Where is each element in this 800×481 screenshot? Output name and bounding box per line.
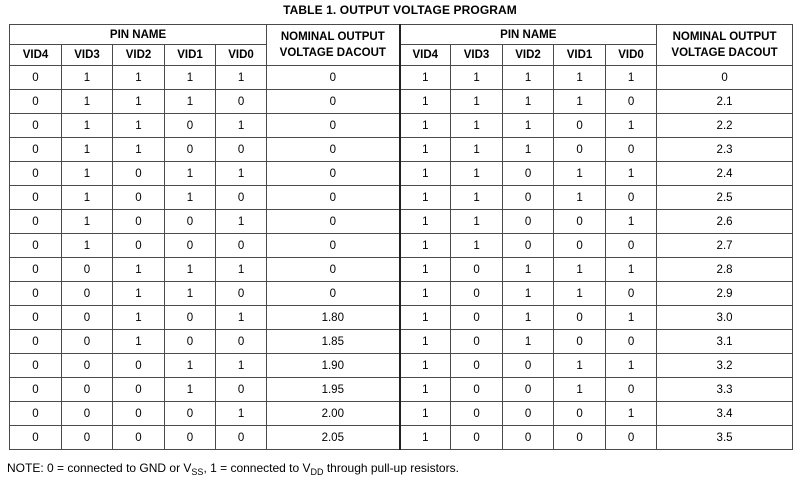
pin-value-cell: 0: [606, 330, 657, 354]
pin-value-cell: 1: [503, 90, 554, 114]
voltage-value-cell: 2.9: [657, 282, 793, 306]
voltage-value-cell: 3.2: [657, 354, 793, 378]
pin-value-cell: 1: [400, 426, 451, 450]
pin-value-cell: 1: [554, 282, 606, 306]
pin-value-cell: 1: [451, 114, 503, 138]
pin-value-cell: 1: [554, 354, 606, 378]
pin-value-cell: 0: [451, 426, 503, 450]
pin-header-vid4: VID4: [400, 45, 451, 66]
pin-header-vid1: VID1: [165, 45, 216, 66]
voltage-value-cell: 0: [267, 162, 400, 186]
table-row: [10, 114, 793, 138]
pin-value-cell: 1: [62, 186, 113, 210]
pin-value-cell: 0: [10, 186, 62, 210]
pin-value-cell: 1: [165, 186, 216, 210]
pin-value-cell: 1: [554, 186, 606, 210]
pin-value-cell: 1: [400, 66, 451, 90]
note-middle: , 1 = connected to V: [203, 461, 311, 475]
pin-value-cell: 1: [62, 138, 113, 162]
pin-value-cell: 1: [606, 306, 657, 330]
nominal-voltage-header-right: [657, 25, 793, 66]
pin-value-cell: 0: [10, 162, 62, 186]
pin-value-cell: 1: [606, 162, 657, 186]
nominal-header-line2: VOLTAGE DACOUT: [671, 47, 778, 59]
voltage-value-cell: 2.6: [657, 210, 793, 234]
pin-value-cell: 0: [451, 330, 503, 354]
pin-value-cell: 1: [400, 378, 451, 402]
voltage-value-cell: 2.1: [657, 90, 793, 114]
pin-value-cell: 1: [451, 138, 503, 162]
pin-value-cell: 0: [10, 378, 62, 402]
pin-value-cell: 0: [216, 234, 267, 258]
pin-value-cell: 0: [554, 234, 606, 258]
pin-value-cell: 0: [216, 90, 267, 114]
pin-value-cell: 1: [113, 306, 165, 330]
table-row: [10, 186, 793, 210]
table-row: [10, 138, 793, 162]
pin-value-cell: 0: [606, 234, 657, 258]
pin-value-cell: 1: [113, 282, 165, 306]
pin-value-cell: 0: [113, 426, 165, 450]
pin-value-cell: 1: [113, 258, 165, 282]
pin-value-cell: 1: [554, 378, 606, 402]
voltage-value-cell: 0: [267, 66, 400, 90]
pin-value-cell: 0: [451, 306, 503, 330]
voltage-value-cell: 2.8: [657, 258, 793, 282]
pin-value-cell: 0: [113, 378, 165, 402]
pin-header-vid0: VID0: [606, 45, 657, 66]
voltage-value-cell: 0: [267, 258, 400, 282]
voltage-value-cell: 0: [657, 66, 793, 90]
pin-value-cell: 1: [400, 258, 451, 282]
pin-value-cell: 0: [554, 138, 606, 162]
pin-value-cell: 1: [400, 330, 451, 354]
pin-value-cell: 1: [606, 354, 657, 378]
table-row: [10, 282, 793, 306]
voltage-value-cell: 0: [267, 282, 400, 306]
footnote: [7, 461, 459, 477]
pin-value-cell: 0: [216, 426, 267, 450]
pin-value-cell: 0: [165, 138, 216, 162]
pin-value-cell: 1: [165, 90, 216, 114]
pin-value-cell: 1: [451, 234, 503, 258]
note-sub-dd: DD: [310, 467, 324, 477]
pin-value-cell: 1: [554, 90, 606, 114]
pin-value-cell: 0: [10, 306, 62, 330]
pin-value-cell: 0: [62, 258, 113, 282]
pin-value-cell: 0: [503, 210, 554, 234]
pin-value-cell: 0: [451, 378, 503, 402]
pin-value-cell: 1: [554, 162, 606, 186]
table-row: [10, 162, 793, 186]
output-voltage-table: [9, 24, 793, 450]
pin-value-cell: 0: [216, 330, 267, 354]
voltage-value-cell: 1.80: [267, 306, 400, 330]
pin-value-cell: 0: [113, 402, 165, 426]
pin-value-cell: 0: [62, 282, 113, 306]
pin-value-cell: 0: [554, 402, 606, 426]
pin-value-cell: 0: [62, 378, 113, 402]
voltage-value-cell: 2.2: [657, 114, 793, 138]
nominal-header-line1: NOMINAL OUTPUT: [280, 31, 385, 43]
pin-value-cell: 0: [10, 258, 62, 282]
nominal-header-line2: VOLTAGE DACOUT: [279, 47, 386, 59]
pin-value-cell: 0: [10, 90, 62, 114]
pin-header-vid2: VID2: [503, 45, 554, 66]
table-row: [10, 258, 793, 282]
pin-value-cell: 0: [503, 378, 554, 402]
pin-value-cell: 0: [451, 354, 503, 378]
pin-value-cell: 0: [165, 306, 216, 330]
pin-value-cell: 1: [400, 162, 451, 186]
voltage-value-cell: 0: [267, 114, 400, 138]
header-row-top: [10, 25, 793, 45]
pin-value-cell: 1: [606, 258, 657, 282]
pin-value-cell: 0: [554, 306, 606, 330]
pin-value-cell: 0: [606, 378, 657, 402]
pin-value-cell: 0: [10, 66, 62, 90]
voltage-value-cell: 0: [267, 234, 400, 258]
voltage-value-cell: 3.1: [657, 330, 793, 354]
table-row: [10, 378, 793, 402]
pin-value-cell: 1: [400, 210, 451, 234]
pin-value-cell: 1: [113, 330, 165, 354]
pin-value-cell: 1: [165, 258, 216, 282]
pin-value-cell: 1: [113, 114, 165, 138]
pin-value-cell: 0: [113, 354, 165, 378]
voltage-value-cell: 2.00: [267, 402, 400, 426]
pin-value-cell: 1: [400, 282, 451, 306]
pin-value-cell: 0: [503, 162, 554, 186]
pin-value-cell: 1: [216, 354, 267, 378]
voltage-value-cell: 1.85: [267, 330, 400, 354]
pin-value-cell: 0: [165, 402, 216, 426]
table-row: [10, 402, 793, 426]
pin-value-cell: 1: [113, 90, 165, 114]
pin-value-cell: 0: [10, 234, 62, 258]
table-row: [10, 210, 793, 234]
note-prefix: NOTE: 0 = connected to GND or V: [7, 461, 192, 475]
pin-value-cell: 0: [451, 258, 503, 282]
pin-value-cell: 0: [165, 426, 216, 450]
pin-header-vid2: VID2: [113, 45, 165, 66]
pin-value-cell: 0: [606, 186, 657, 210]
voltage-value-cell: 0: [267, 186, 400, 210]
pin-value-cell: 1: [606, 402, 657, 426]
pin-value-cell: 0: [10, 210, 62, 234]
voltage-value-cell: 1.95: [267, 378, 400, 402]
pin-value-cell: 0: [503, 426, 554, 450]
pin-value-cell: 1: [606, 66, 657, 90]
pin-value-cell: 1: [400, 90, 451, 114]
pin-value-cell: 1: [216, 402, 267, 426]
pin-value-cell: 0: [606, 138, 657, 162]
pin-value-cell: 1: [113, 138, 165, 162]
pin-value-cell: 1: [165, 282, 216, 306]
pin-value-cell: 0: [10, 402, 62, 426]
table-row: [10, 66, 793, 90]
pin-value-cell: 0: [62, 402, 113, 426]
pin-value-cell: 1: [400, 138, 451, 162]
pin-value-cell: 0: [503, 402, 554, 426]
pin-value-cell: 1: [165, 378, 216, 402]
pin-value-cell: 1: [216, 306, 267, 330]
pin-value-cell: 1: [165, 66, 216, 90]
pin-value-cell: 1: [62, 162, 113, 186]
voltage-value-cell: 2.05: [267, 426, 400, 450]
pin-value-cell: 1: [451, 66, 503, 90]
voltage-value-cell: 2.3: [657, 138, 793, 162]
pin-value-cell: 1: [400, 402, 451, 426]
table-row: [10, 234, 793, 258]
table-row: [10, 90, 793, 114]
pin-value-cell: 0: [216, 138, 267, 162]
pin-header-vid1: VID1: [554, 45, 606, 66]
pin-value-cell: 0: [10, 138, 62, 162]
voltage-value-cell: 0: [267, 210, 400, 234]
table-row: [10, 426, 793, 450]
pin-value-cell: 1: [165, 354, 216, 378]
pin-value-cell: 1: [451, 162, 503, 186]
pin-value-cell: 1: [216, 258, 267, 282]
pin-value-cell: 0: [113, 162, 165, 186]
pin-value-cell: 1: [503, 330, 554, 354]
voltage-value-cell: 1.90: [267, 354, 400, 378]
pin-value-cell: 1: [62, 234, 113, 258]
pin-header-vid3: VID3: [451, 45, 503, 66]
voltage-value-cell: 3.0: [657, 306, 793, 330]
pin-value-cell: 1: [400, 234, 451, 258]
pin-value-cell: 0: [10, 114, 62, 138]
table-row: [10, 354, 793, 378]
pin-value-cell: 1: [451, 210, 503, 234]
pin-value-cell: 0: [165, 330, 216, 354]
pin-value-cell: 1: [165, 162, 216, 186]
pin-value-cell: 1: [113, 66, 165, 90]
pin-value-cell: 0: [216, 186, 267, 210]
pin-value-cell: 1: [400, 306, 451, 330]
voltage-value-cell: 2.5: [657, 186, 793, 210]
pin-value-cell: 0: [165, 210, 216, 234]
pin-value-cell: 1: [451, 186, 503, 210]
pin-header-vid0: VID0: [216, 45, 267, 66]
pin-value-cell: 1: [503, 66, 554, 90]
pin-value-cell: 1: [503, 282, 554, 306]
pin-value-cell: 1: [400, 354, 451, 378]
pin-value-cell: 0: [606, 426, 657, 450]
pin-header-vid4: VID4: [10, 45, 62, 66]
pin-value-cell: 1: [216, 66, 267, 90]
pin-value-cell: 0: [606, 282, 657, 306]
pin-value-cell: 1: [216, 162, 267, 186]
note-sub-ss: SS: [191, 467, 204, 477]
pin-value-cell: 1: [554, 66, 606, 90]
table-row: [10, 330, 793, 354]
voltage-value-cell: 0: [267, 138, 400, 162]
pin-value-cell: 1: [400, 186, 451, 210]
pin-value-cell: 0: [10, 426, 62, 450]
pin-value-cell: 1: [503, 258, 554, 282]
pin-value-cell: 0: [451, 282, 503, 306]
pin-value-cell: 0: [503, 234, 554, 258]
pin-value-cell: 1: [606, 210, 657, 234]
nominal-header-line1: NOMINAL OUTPUT: [672, 31, 777, 43]
pin-name-header-left: PIN NAME: [10, 25, 267, 45]
pin-value-cell: 0: [113, 210, 165, 234]
pin-value-cell: 0: [62, 306, 113, 330]
pin-value-cell: 0: [62, 330, 113, 354]
pin-value-cell: 0: [165, 234, 216, 258]
note-suffix: through pull-up resistors.: [323, 461, 459, 475]
pin-value-cell: 1: [606, 114, 657, 138]
pin-header-vid3: VID3: [62, 45, 113, 66]
pin-value-cell: 0: [62, 354, 113, 378]
pin-value-cell: 0: [62, 426, 113, 450]
pin-value-cell: 0: [113, 234, 165, 258]
pin-value-cell: 0: [554, 114, 606, 138]
pin-value-cell: 0: [165, 114, 216, 138]
table-row: [10, 306, 793, 330]
pin-value-cell: 0: [503, 354, 554, 378]
pin-name-header-right: PIN NAME: [400, 25, 657, 45]
pin-value-cell: 0: [216, 282, 267, 306]
pin-value-cell: 1: [62, 210, 113, 234]
table-body: [10, 66, 793, 450]
pin-value-cell: 0: [554, 426, 606, 450]
table-title: TABLE 1. OUTPUT VOLTAGE PROGRAM: [283, 3, 517, 17]
pin-value-cell: 1: [554, 258, 606, 282]
pin-value-cell: 1: [503, 114, 554, 138]
voltage-value-cell: 2.4: [657, 162, 793, 186]
pin-value-cell: 0: [216, 378, 267, 402]
pin-value-cell: 0: [10, 330, 62, 354]
voltage-value-cell: 0: [267, 90, 400, 114]
pin-value-cell: 0: [503, 186, 554, 210]
pin-value-cell: 1: [503, 306, 554, 330]
pin-value-cell: 1: [216, 114, 267, 138]
pin-value-cell: 1: [62, 90, 113, 114]
nominal-voltage-header-left: [267, 25, 400, 66]
pin-value-cell: 1: [62, 66, 113, 90]
pin-value-cell: 0: [606, 90, 657, 114]
voltage-value-cell: 3.5: [657, 426, 793, 450]
pin-value-cell: 0: [10, 354, 62, 378]
pin-value-cell: 0: [554, 210, 606, 234]
pin-value-cell: 0: [10, 282, 62, 306]
pin-value-cell: 0: [451, 402, 503, 426]
pin-value-cell: 1: [216, 210, 267, 234]
pin-value-cell: 1: [503, 138, 554, 162]
pin-value-cell: 1: [400, 114, 451, 138]
voltage-value-cell: 3.3: [657, 378, 793, 402]
pin-value-cell: 0: [113, 186, 165, 210]
voltage-value-cell: 2.7: [657, 234, 793, 258]
pin-value-cell: 1: [62, 114, 113, 138]
pin-value-cell: 0: [554, 330, 606, 354]
pin-value-cell: 1: [451, 90, 503, 114]
voltage-value-cell: 3.4: [657, 402, 793, 426]
